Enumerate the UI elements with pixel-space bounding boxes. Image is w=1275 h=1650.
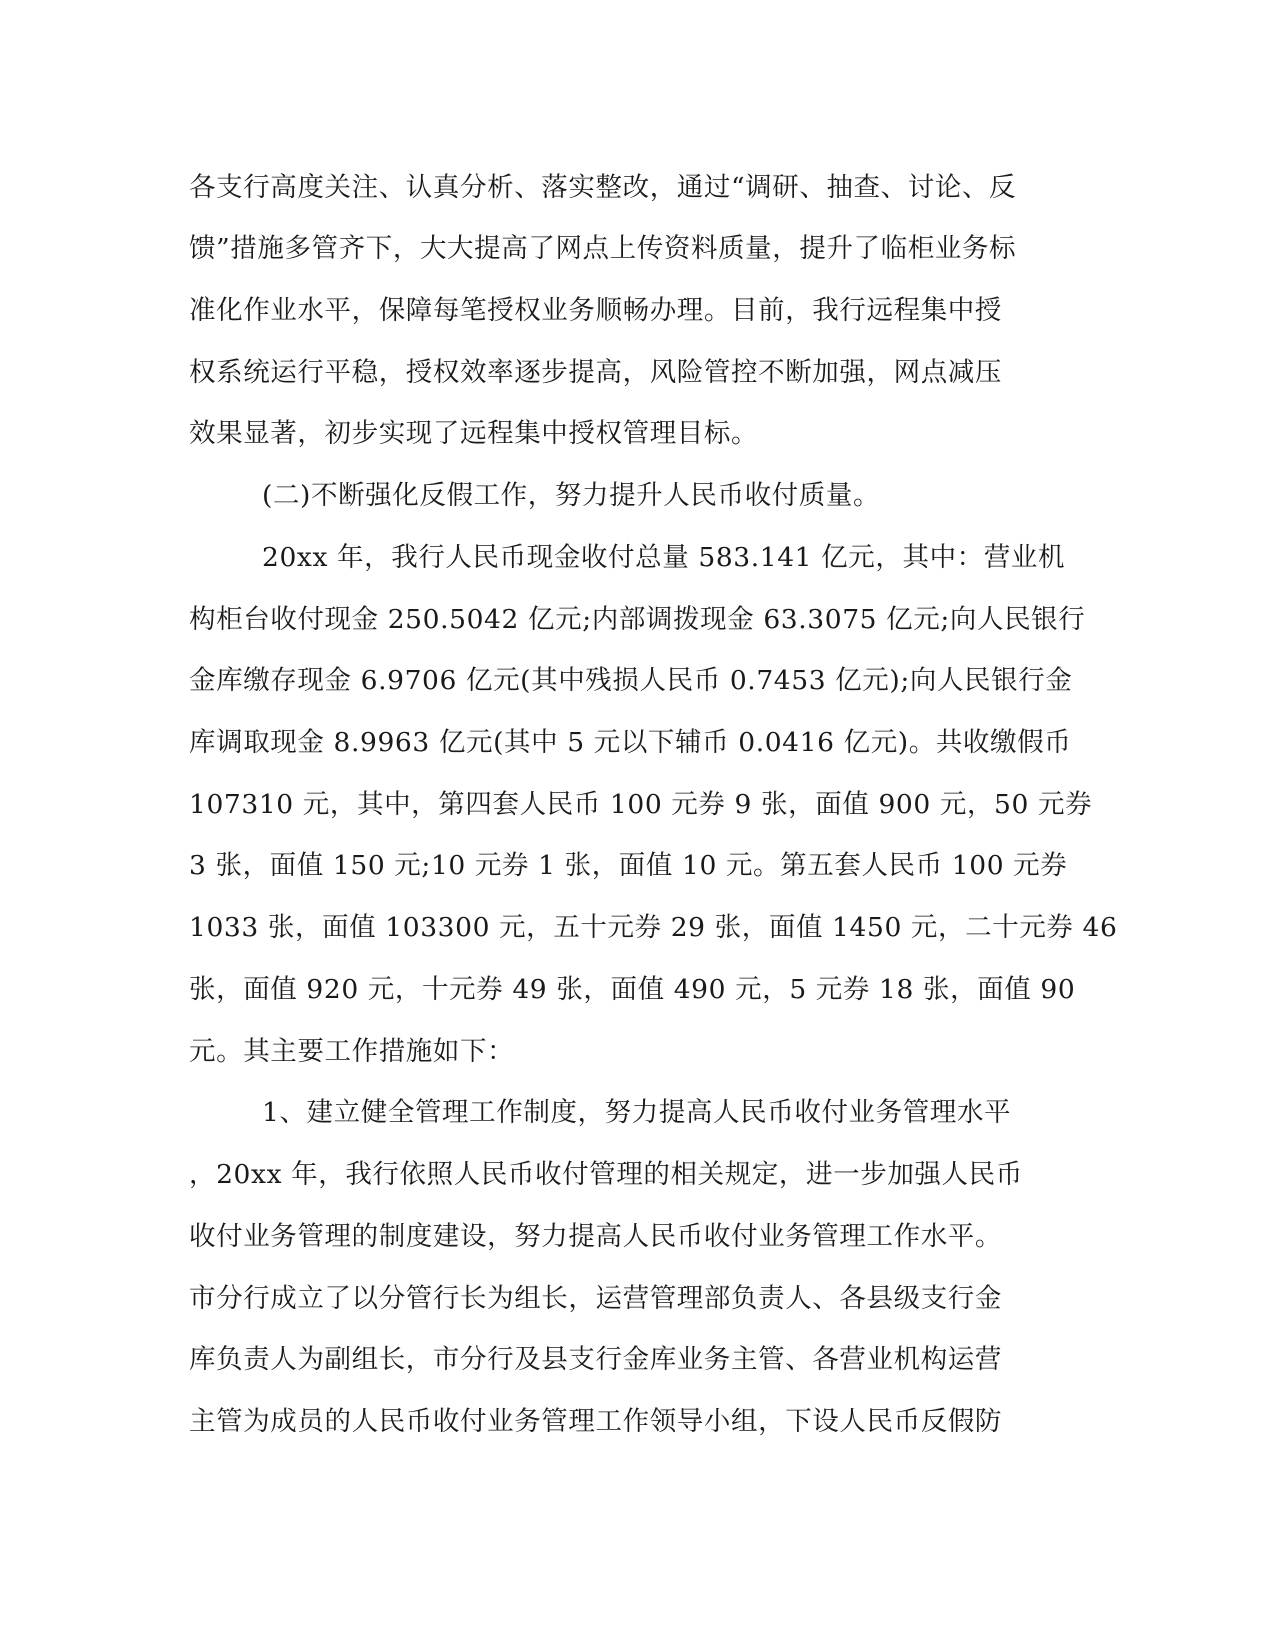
text-line: 1033 张，面值 103300 元，五十元券 29 张，面值 1450 元，二十元券 46 — [189, 912, 1118, 943]
paragraph-start-line: 20xx 年，我行人民币现金收付总量 583.141 亿元，其中：营业机 — [262, 542, 1066, 573]
section-heading: (二)不断强化反假工作，努力提升人民币收付质量。 — [262, 480, 881, 511]
text-line: 张，面值 920 元，十元券 49 张，面值 490 元，5 元券 18 张，面值 90 — [189, 974, 1076, 1005]
text-line: 主管为成员的人民币收付业务管理工作领导小组，下设人民币反假防 — [189, 1406, 1002, 1437]
text-line: 3 张，面值 150 元;10 元券 1 张，面值 10 元。第五套人民币 100 元券 — [189, 850, 1068, 881]
text-line: 市分行成立了以分管行长为组长，运营管理部负责人、各县级支行金 — [189, 1283, 1002, 1314]
text-line: 构柜台收付现金 250.5042 亿元;内部调拨现金 63.3075 亿元;向人民银行 — [189, 604, 1086, 635]
text-line: 107310 元，其中，第四套人民币 100 元券 9 张，面值 900 元，50 元券 — [189, 789, 1093, 820]
text-line: 库负责人为副组长，市分行及县支行金库业务主管、各营业机构运营 — [189, 1344, 1002, 1375]
text-line: 收付业务管理的制度建设，努力提高人民币收付业务管理工作水平。 — [189, 1221, 1002, 1252]
text-line: 库调取现金 8.9963 亿元(其中 5 元以下辅币 0.0416 亿元)。共收缴假币 — [189, 727, 1072, 758]
text-line: 准化作业水平，保障每笔授权业务顺畅办理。目前，我行远程集中授 — [189, 295, 1002, 326]
text-line: 效果显著，初步实现了远程集中授权管理目标。 — [189, 418, 759, 449]
text-line: 权系统运行平稳，授权效率逐步提高，风险管控不断加强，网点减压 — [189, 357, 1002, 388]
text-line: ，20xx 年，我行依照人民币收付管理的相关规定，进一步加强人民币 — [189, 1159, 1023, 1190]
text-line: 各支行高度关注、认真分析、落实整改，通过“调研、抽查、讨论、反 — [189, 172, 1017, 203]
text-line: 馈”措施多管齐下，大大提高了网点上传资料质量，提升了临柜业务标 — [189, 233, 1017, 264]
text-line: 元。其主要工作措施如下： — [189, 1036, 515, 1067]
text-line: 金库缴存现金 6.9706 亿元(其中残损人民币 0.7453 亿元);向人民银行金 — [189, 665, 1073, 696]
numbered-item-heading: 1、建立健全管理工作制度，努力提高人民币收付业务管理水平 — [262, 1097, 1012, 1128]
